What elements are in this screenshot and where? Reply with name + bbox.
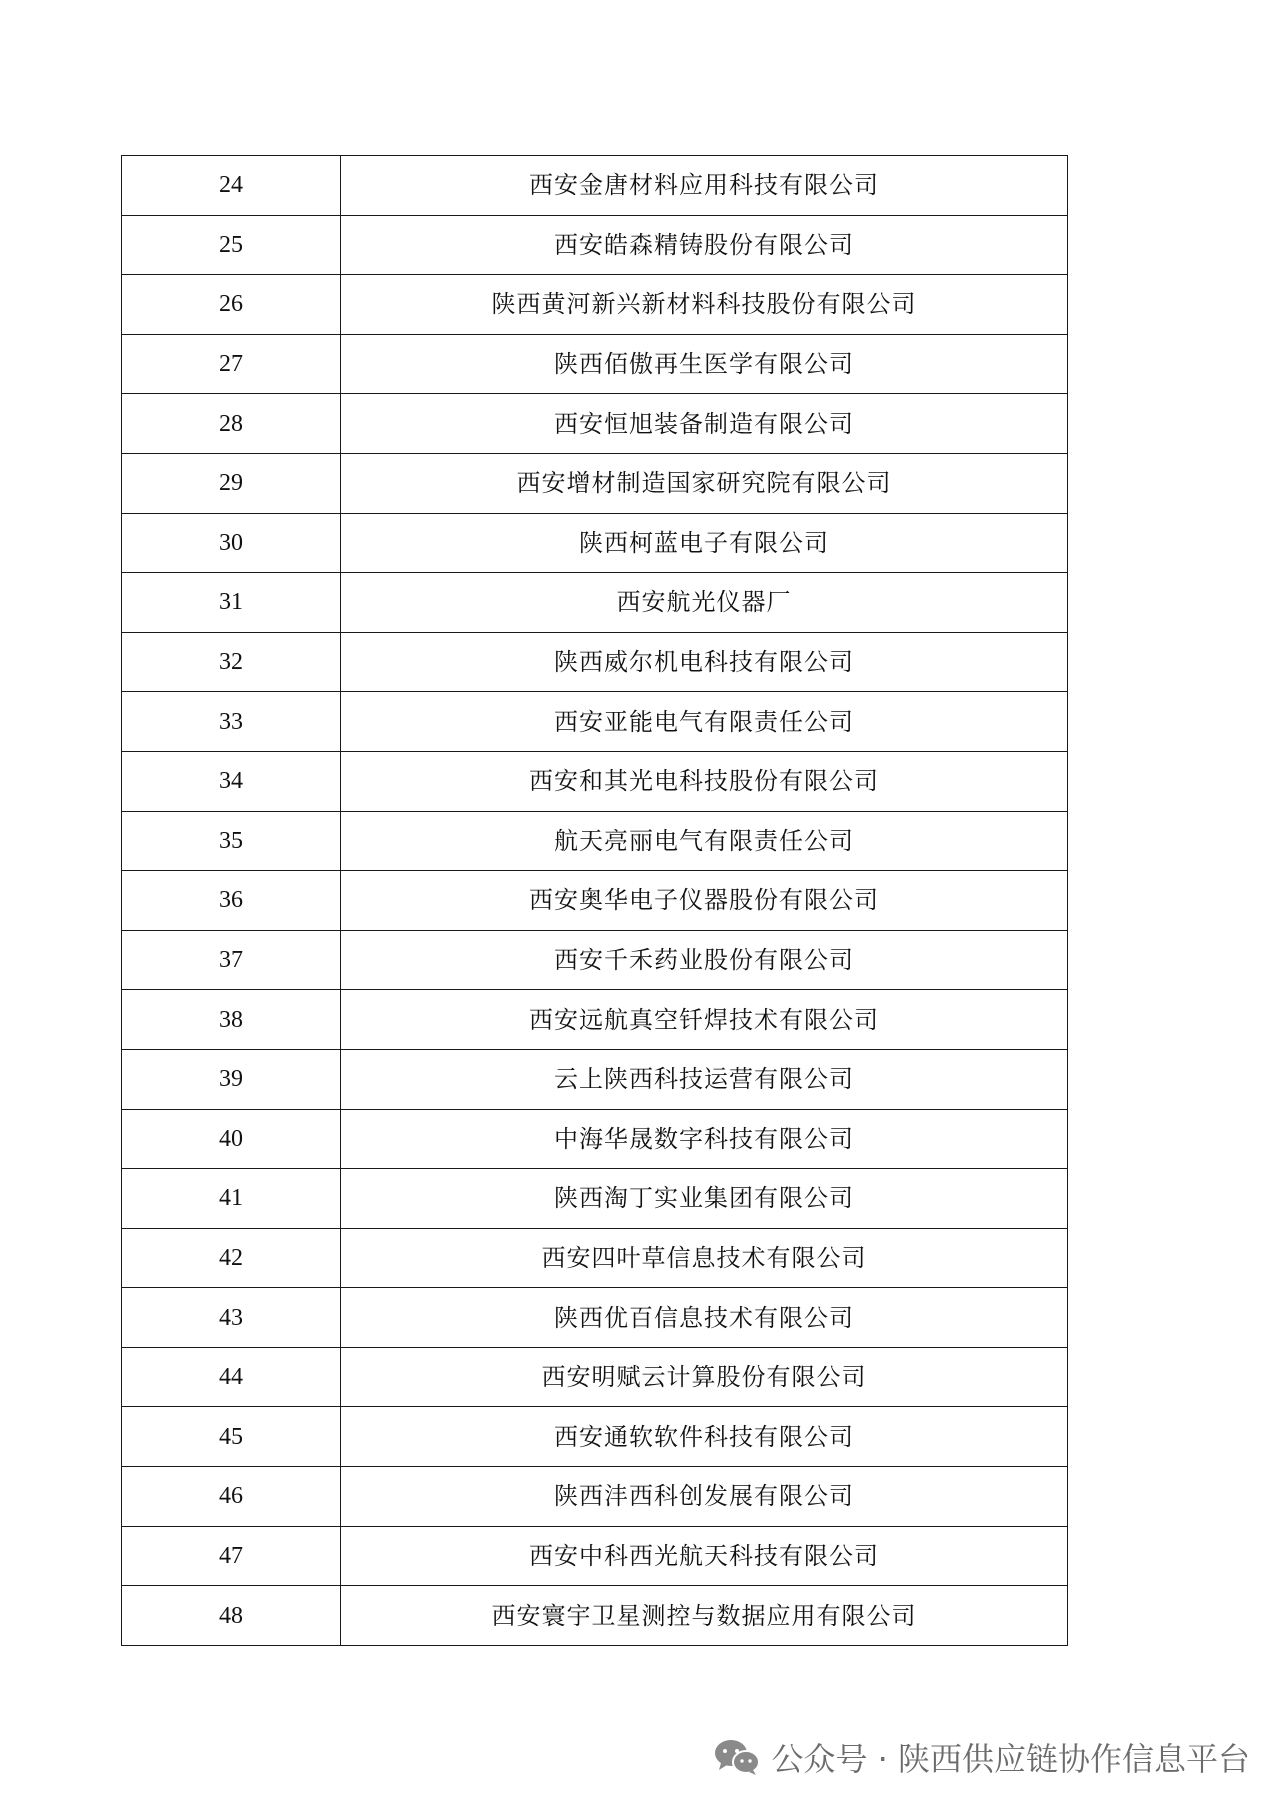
company-name-cell: 西安奥华电子仪器股份有限公司 [341,871,1068,931]
company-name-cell: 西安和其光电科技股份有限公司 [341,751,1068,811]
company-name-cell: 西安明赋云计算股份有限公司 [341,1347,1068,1407]
row-number-cell: 31 [122,573,341,633]
company-name-cell: 中海华晟数字科技有限公司 [341,1109,1068,1169]
row-number-cell: 44 [122,1347,341,1407]
row-number-cell: 42 [122,1228,341,1288]
watermark [713,1734,1250,1780]
company-name-cell: 陕西佰傲再生医学有限公司 [341,334,1068,394]
row-number-cell: 48 [122,1586,341,1646]
table-row [122,1049,1068,1109]
table-body [122,156,1068,1646]
table-row [122,692,1068,752]
wechat-icon [713,1737,761,1777]
table-row [122,215,1068,275]
row-number-cell: 28 [122,394,341,454]
row-number-cell: 36 [122,871,341,931]
company-name-cell: 西安航光仪器厂 [341,573,1068,633]
table-row [122,1407,1068,1467]
company-name-cell: 西安千禾药业股份有限公司 [341,930,1068,990]
table-row [122,632,1068,692]
company-name-cell: 航天亮丽电气有限责任公司 [341,811,1068,871]
table-row [122,394,1068,454]
company-name-cell: 西安通软软件科技有限公司 [341,1407,1068,1467]
company-list-table-wrapper [121,155,1068,1646]
company-name-cell: 西安亚能电气有限责任公司 [341,692,1068,752]
company-name-cell: 陕西沣西科创发展有限公司 [341,1467,1068,1527]
table-row [122,811,1068,871]
row-number-cell: 34 [122,751,341,811]
row-number-cell: 45 [122,1407,341,1467]
row-number-cell: 46 [122,1467,341,1527]
row-number-cell: 27 [122,334,341,394]
row-number-cell: 29 [122,453,341,513]
table-row [122,573,1068,633]
company-name-cell: 陕西黄河新兴新材料科技股份有限公司 [341,275,1068,335]
row-number-cell: 35 [122,811,341,871]
company-name-cell: 西安金唐材料应用科技有限公司 [341,156,1068,216]
table-row [122,1169,1068,1229]
table-row [122,1109,1068,1169]
table-row [122,930,1068,990]
row-number-cell: 47 [122,1526,341,1586]
watermark-text: 公众号 · 陕西供应链协作信息平台 [771,1740,1250,1778]
row-number-cell: 41 [122,1169,341,1229]
row-number-cell: 43 [122,1288,341,1348]
company-list-table [121,155,1068,1646]
row-number-cell: 38 [122,990,341,1050]
table-row [122,453,1068,513]
table-row [122,990,1068,1050]
company-name-cell: 云上陕西科技运营有限公司 [341,1049,1068,1109]
company-name-cell: 陕西淘丁实业集团有限公司 [341,1169,1068,1229]
table-row [122,871,1068,931]
table-row [122,1586,1068,1646]
company-name-cell: 西安增材制造国家研究院有限公司 [341,453,1068,513]
row-number-cell: 24 [122,156,341,216]
table-row [122,156,1068,216]
company-name-cell: 西安中科西光航天科技有限公司 [341,1526,1068,1586]
row-number-cell: 39 [122,1049,341,1109]
company-name-cell: 陕西柯蓝电子有限公司 [341,513,1068,573]
table-row [122,1228,1068,1288]
company-name-cell: 西安皓森精铸股份有限公司 [341,215,1068,275]
table-row [122,1288,1068,1348]
company-name-cell: 西安四叶草信息技术有限公司 [341,1228,1068,1288]
row-number-cell: 33 [122,692,341,752]
company-name-cell: 西安远航真空钎焊技术有限公司 [341,990,1068,1050]
row-number-cell: 26 [122,275,341,335]
table-row [122,1347,1068,1407]
company-name-cell: 陕西威尔机电科技有限公司 [341,632,1068,692]
row-number-cell: 37 [122,930,341,990]
row-number-cell: 30 [122,513,341,573]
company-name-cell: 西安恒旭装备制造有限公司 [341,394,1068,454]
table-row [122,334,1068,394]
row-number-cell: 32 [122,632,341,692]
company-name-cell: 陕西优百信息技术有限公司 [341,1288,1068,1348]
company-name-cell: 西安寰宇卫星测控与数据应用有限公司 [341,1586,1068,1646]
row-number-cell: 40 [122,1109,341,1169]
table-row [122,275,1068,335]
table-row [122,513,1068,573]
table-row [122,1467,1068,1527]
table-row [122,751,1068,811]
row-number-cell: 25 [122,215,341,275]
table-row [122,1526,1068,1586]
